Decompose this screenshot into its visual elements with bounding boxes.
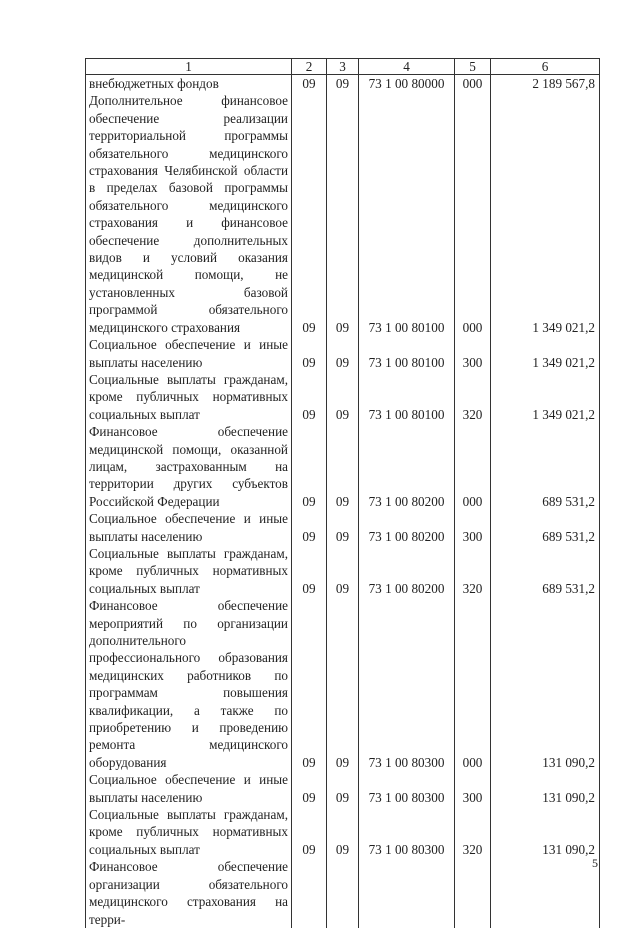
row-name: Социальные выплаты гражданам, кроме публичных нормативных социальных выплат (86, 371, 292, 423)
row-expense-type: 000 (455, 597, 491, 771)
row-section: 09 (292, 92, 327, 336)
row-target-article: 73 1 00 80100 (359, 371, 455, 423)
row-subsection: 09 (327, 771, 359, 806)
row-section: 09 (292, 545, 327, 597)
row-subsection (327, 858, 359, 928)
row-name: Социальные выплаты гражданам, кроме публичных нормативных социальных выплат (86, 545, 292, 597)
table-row (86, 771, 600, 806)
row-section (292, 858, 327, 928)
table-row (86, 336, 600, 371)
table-row (86, 597, 600, 771)
row-expense-type: 320 (455, 806, 491, 858)
row-target-article: 73 1 00 80200 (359, 510, 455, 545)
row-section: 09 (292, 771, 327, 806)
row-amount: 689 531,2 (491, 423, 600, 510)
row-amount: 2 189 567,8 (491, 75, 600, 93)
row-expense-type: 000 (455, 92, 491, 336)
row-expense-type: 000 (455, 423, 491, 510)
row-section: 09 (292, 423, 327, 510)
row-expense-type: 320 (455, 545, 491, 597)
table-row (86, 806, 600, 858)
row-subsection: 09 (327, 806, 359, 858)
row-subsection: 09 (327, 597, 359, 771)
row-expense-type (455, 858, 491, 928)
row-amount: 689 531,2 (491, 510, 600, 545)
row-amount (491, 858, 600, 928)
row-target-article (359, 858, 455, 928)
row-expense-type: 000 (455, 75, 491, 93)
row-expense-type: 300 (455, 336, 491, 371)
row-section: 09 (292, 510, 327, 545)
row-name: Финансовое обеспечение мероприятий по организации дополнительного профессионального образования медицинских работников по программам повышения квалификации, а также по приобретению и проведению ремонта медицинского оборудования (86, 597, 292, 771)
row-amount: 131 090,2 (491, 771, 600, 806)
table-row (86, 545, 600, 597)
table-row (86, 371, 600, 423)
row-section: 09 (292, 75, 327, 93)
header-cell: 4 (359, 59, 455, 75)
row-name: Социальное обеспечение и иные выплаты населению (86, 771, 292, 806)
row-name: Социальное обеспечение и иные выплаты населению (86, 336, 292, 371)
row-name: Финансовое обеспечение организации обязательного медицинского страхования на терри- (86, 858, 292, 928)
row-subsection: 09 (327, 545, 359, 597)
row-subsection: 09 (327, 510, 359, 545)
row-subsection: 09 (327, 75, 359, 93)
table-row (86, 423, 600, 510)
row-amount: 689 531,2 (491, 545, 600, 597)
row-subsection: 09 (327, 371, 359, 423)
row-section: 09 (292, 806, 327, 858)
row-amount: 131 090,2 (491, 597, 600, 771)
row-target-article: 73 1 00 80300 (359, 771, 455, 806)
header-cell: 1 (86, 59, 292, 75)
row-name: Социальное обеспечение и иные выплаты населению (86, 510, 292, 545)
table-header-row (86, 59, 600, 75)
row-amount: 1 349 021,2 (491, 371, 600, 423)
header-cell: 5 (455, 59, 491, 75)
row-expense-type: 320 (455, 371, 491, 423)
header-cell: 2 (292, 59, 327, 75)
row-target-article: 73 1 00 80100 (359, 92, 455, 336)
header-cell: 3 (327, 59, 359, 75)
row-amount: 131 090,2 (491, 806, 600, 858)
row-section: 09 (292, 597, 327, 771)
row-name: Дополнительное финансовое обеспечение реализации территориальной программы обязательного медицинского страхования Челябинской области в пределах базовой программы обязательного медицинского страхования и финансовое обеспечение дополнительных видов и условий оказания медицинской помощи, не установленных базовой программой обязательного медицинского страхования (86, 92, 292, 336)
row-amount: 1 349 021,2 (491, 336, 600, 371)
budget-table (85, 58, 600, 928)
row-name: Финансовое обеспечение медицинской помощи, оказанной лицам, застрахованным на территории других субъектов Российской Федерации (86, 423, 292, 510)
row-target-article: 73 1 00 80200 (359, 545, 455, 597)
row-name: внебюджетных фондов (86, 75, 292, 93)
row-subsection: 09 (327, 423, 359, 510)
row-target-article: 73 1 00 80100 (359, 336, 455, 371)
row-target-article: 73 1 00 80300 (359, 806, 455, 858)
row-target-article: 73 1 00 80300 (359, 597, 455, 771)
row-expense-type: 300 (455, 510, 491, 545)
row-subsection: 09 (327, 92, 359, 336)
row-section: 09 (292, 371, 327, 423)
row-expense-type: 300 (455, 771, 491, 806)
row-target-article: 73 1 00 80000 (359, 75, 455, 93)
header-cell: 6 (491, 59, 600, 75)
table-row (86, 92, 600, 336)
row-section: 09 (292, 336, 327, 371)
table-row (86, 858, 600, 928)
page-number: 5 (592, 856, 598, 870)
table-row (86, 510, 600, 545)
row-name: Социальные выплаты гражданам, кроме публичных нормативных социальных выплат (86, 806, 292, 858)
table-row (86, 75, 600, 93)
row-amount: 1 349 021,2 (491, 92, 600, 336)
row-target-article: 73 1 00 80200 (359, 423, 455, 510)
row-subsection: 09 (327, 336, 359, 371)
